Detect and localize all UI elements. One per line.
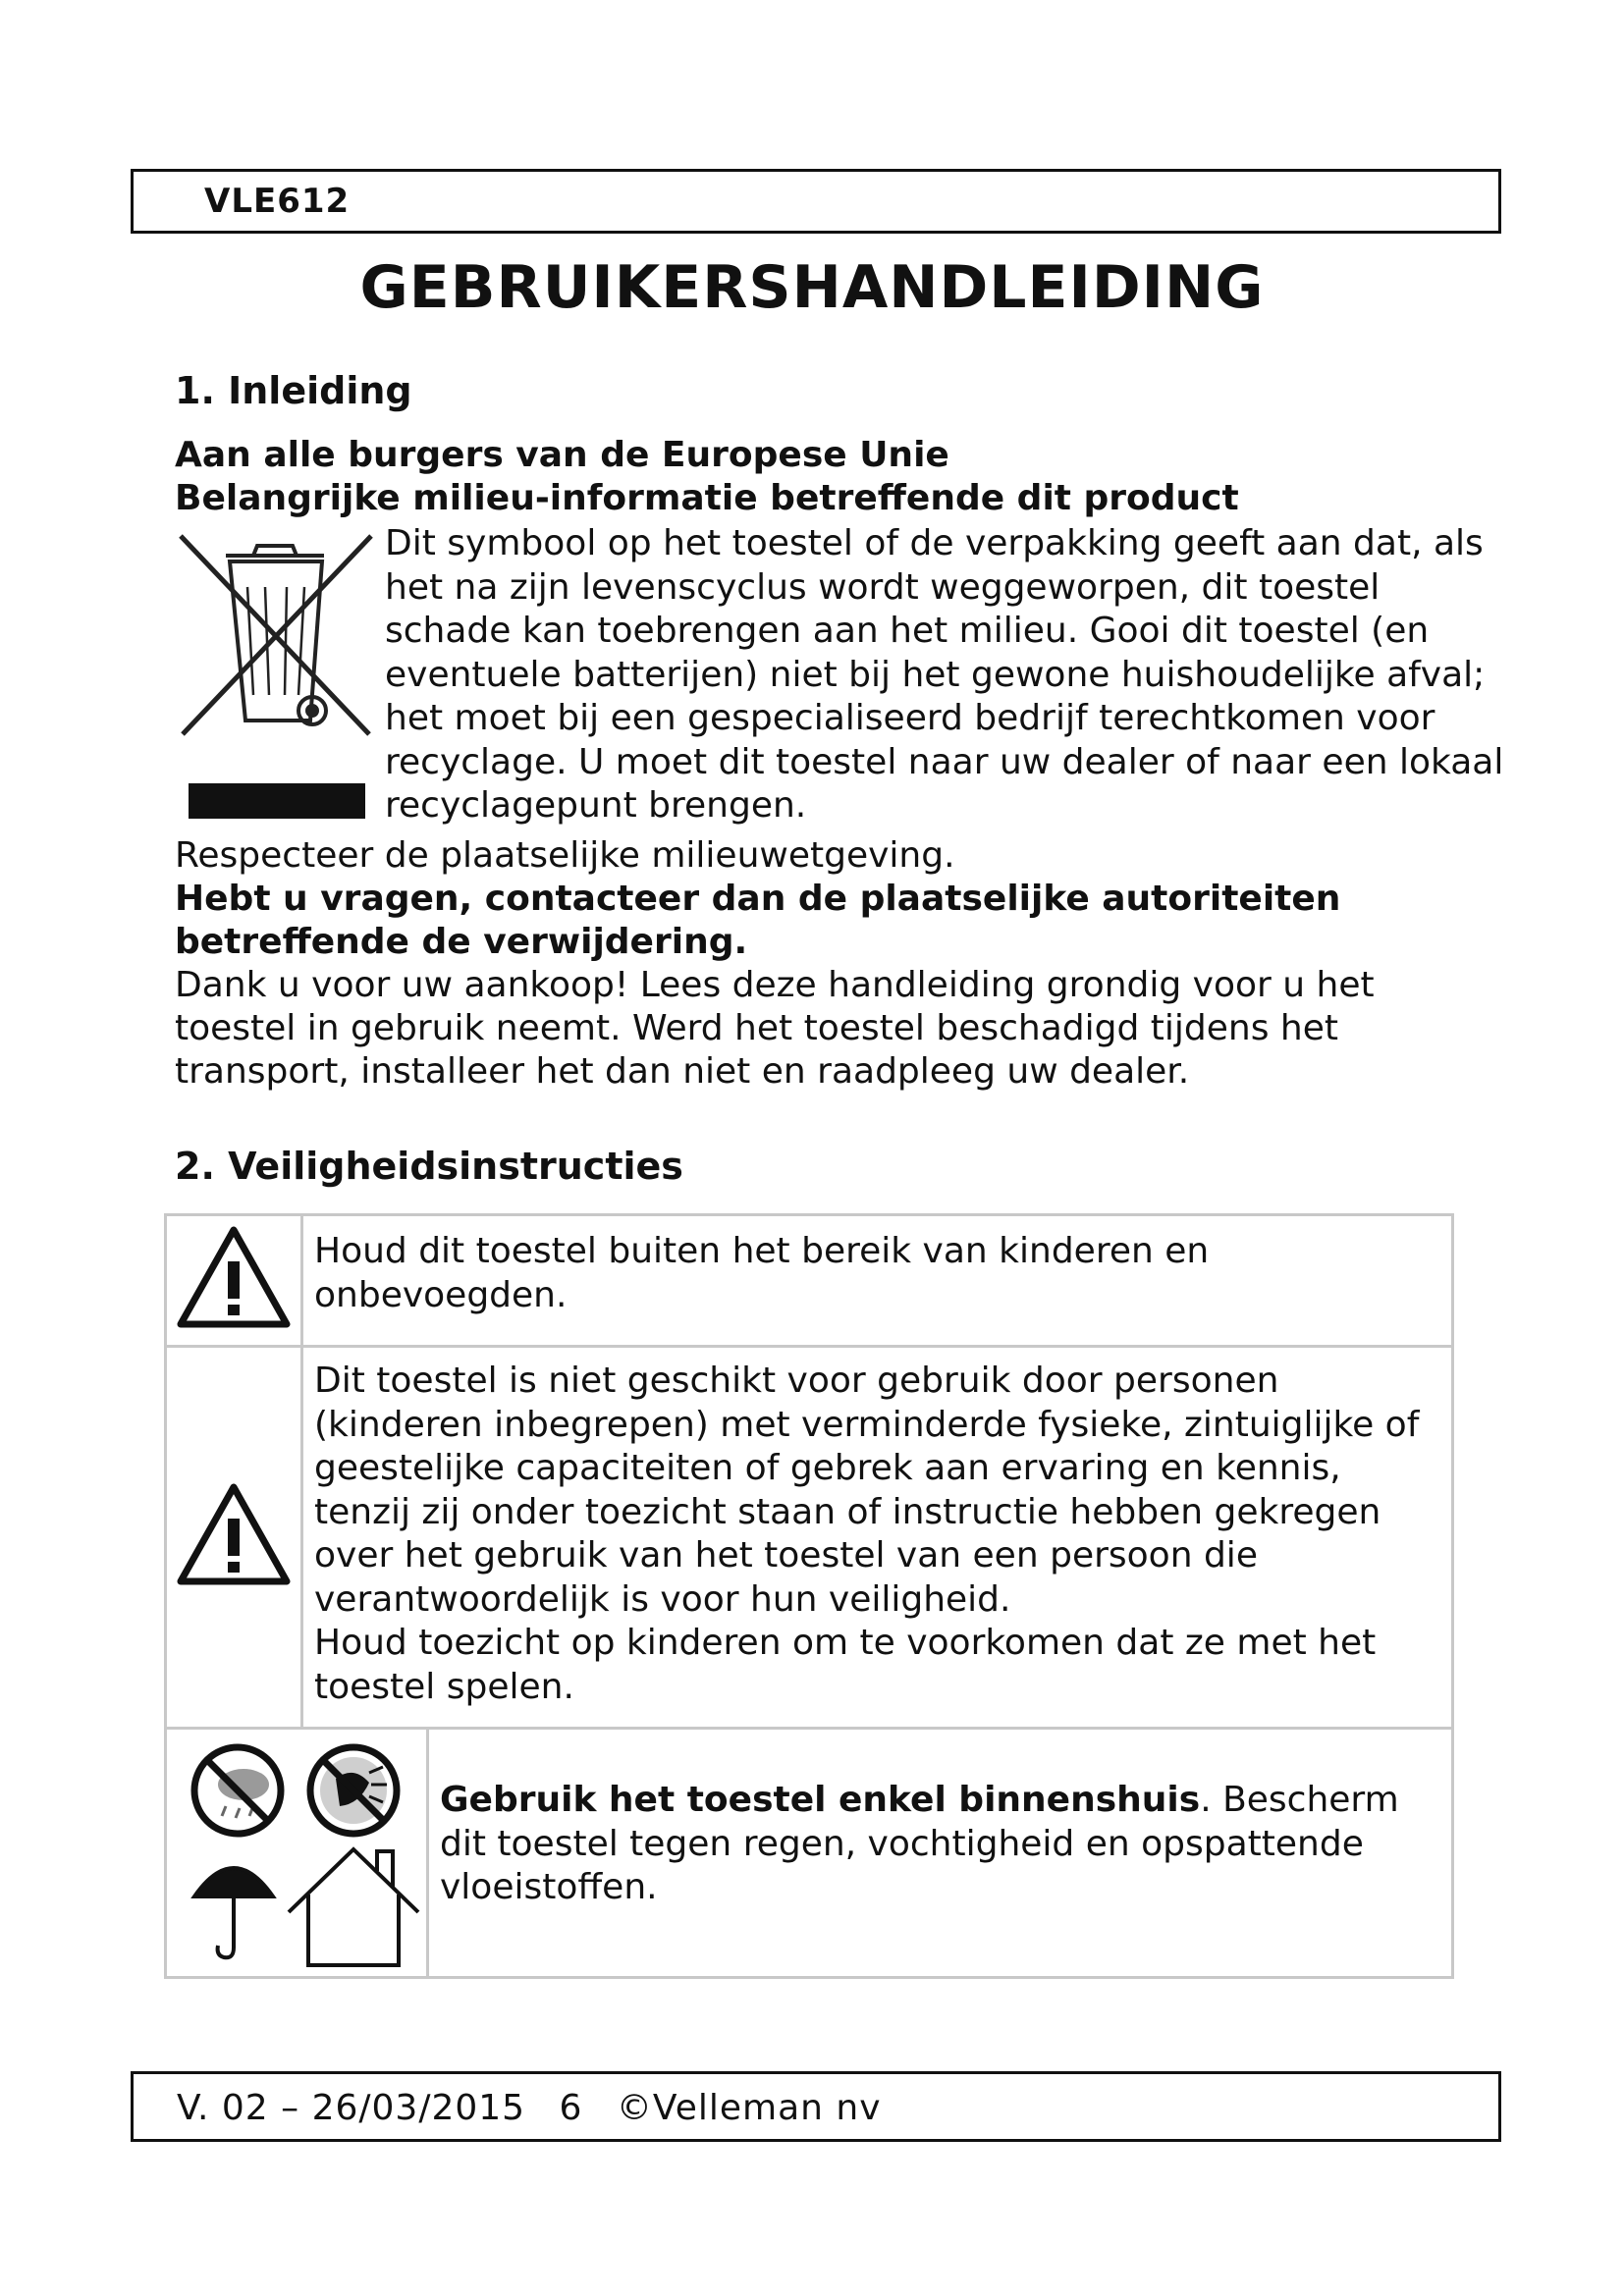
section-1-heading: 1. Inleiding <box>175 369 412 412</box>
no-rain-icon <box>194 1747 281 1834</box>
header-box <box>131 169 1501 234</box>
copyright: ©Velleman nv <box>616 2088 882 2128</box>
safety-text: Dit toestel is niet geschikt voor gebruik door personen (kinderen inbegrepen) met verminderde fysieke, zintuiglijke of geestelijke capaciteiten of gebrek aan ervaring en kennis, tenzij zij onder toezicht staan of instructie hebben gekregen over het gebruik van het toestel van een persoon die verantwoordelijk is voor hun veiligheid. <box>314 1361 1420 1620</box>
safety-table <box>164 1213 1454 1979</box>
footer-text <box>177 2088 903 2128</box>
weee-paragraph: Dit symbool op het toestel of de verpakking geeft aan dat, als het na zijn levenscyclus wordt weggeworpen, dit toestel schade kan toebrengen aan het milieu. Gooi dit toestel (en eventuele batterijen) niet bij het gewone huishoudelijke afval; het moet bij een gespecialiseerd bedrijf terechtkomen voor recyclage. U moet dit toestel naar uw dealer of naar een lokaal recyclagepunt brengen. <box>385 523 1504 826</box>
safety-row <box>167 1216 1451 1348</box>
footer <box>131 2071 1501 2142</box>
safety-row <box>167 1730 1451 1976</box>
eu-citizens-line: Aan alle burgers van de Europese Unie <box>175 435 949 475</box>
intro-bold-block <box>175 434 1471 520</box>
safety-text: Houd dit toestel buiten het bereik van kinderen en onbevoegden. <box>314 1231 1210 1315</box>
no-water-icon <box>310 1747 397 1834</box>
house-icon <box>289 1849 418 1965</box>
indoor-use-icons <box>167 1730 426 1973</box>
icon-cell <box>167 1730 429 1976</box>
icon-cell <box>167 1216 303 1345</box>
version-date: V. 02 – 26/03/2015 <box>177 2088 526 2128</box>
warning-triangle-icon <box>167 1348 300 1727</box>
page-title: GEBRUIKERSHANDLEIDING <box>359 253 1265 322</box>
safety-text-supervision: Houd toezicht op kinderen om te voorkomen dat ze met het toestel spelen. <box>314 1623 1377 1707</box>
respect-legislation-line: Respecteer de plaatselijke milieuwetgeving. <box>175 835 955 876</box>
section-2-heading: 2. Veiligheidsinstructies <box>175 1145 683 1188</box>
indoor-use-bold: Gebruik het toestel enkel binnenshuis <box>440 1780 1201 1820</box>
weee-bin-icon <box>175 528 377 823</box>
umbrella-icon <box>194 1868 273 1957</box>
warning-triangle-icon <box>167 1216 300 1344</box>
model-number: VLE612 <box>204 182 351 221</box>
indoor-use-text: . Bescherm dit toestel tegen regen, vochtigheid en opspattende vloeistoffen. <box>440 1780 1399 1907</box>
page-number: 6 <box>559 2088 583 2128</box>
safety-text <box>440 1779 1422 1910</box>
safety-row <box>167 1348 1451 1730</box>
questions-paragraph: Hebt u vragen, contacteer dan de plaatselijke autoriteiten betreffende de verwijdering. <box>175 879 1341 962</box>
icon-cell <box>167 1348 303 1727</box>
thanks-paragraph: Dank u voor uw aankoop! Lees deze handleiding grondig voor u het toestel in gebruik neemt. Werd het toestel beschadigd tijdens het transport, installeer het dan niet en raadpleeg uw dealer. <box>175 965 1375 1092</box>
environment-info-line: Belangrijke milieu-informatie betreffende dit product <box>175 478 1239 518</box>
